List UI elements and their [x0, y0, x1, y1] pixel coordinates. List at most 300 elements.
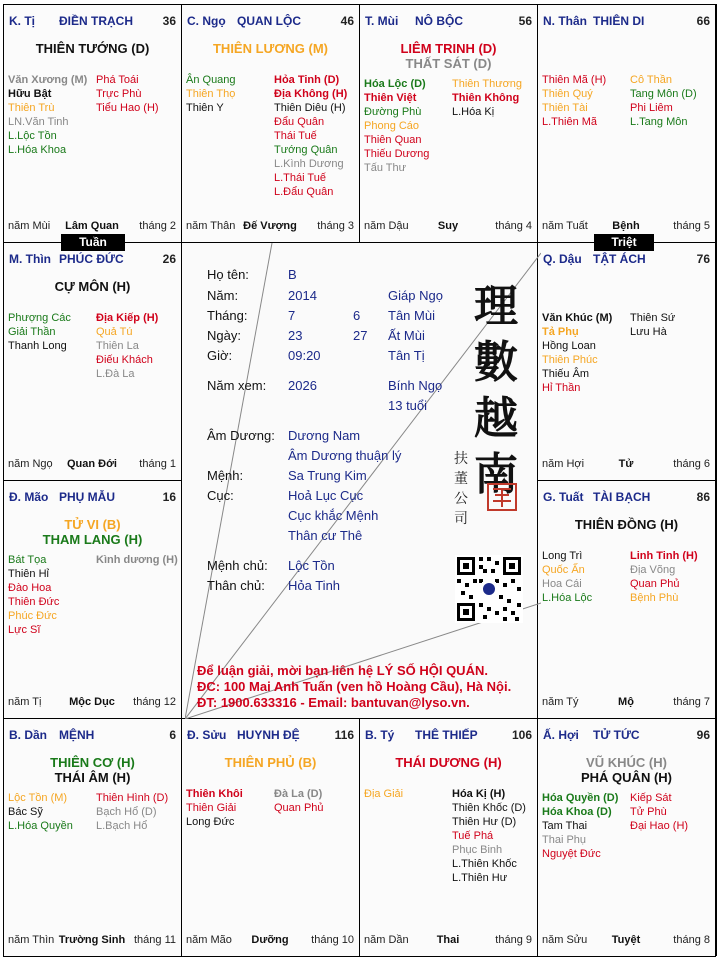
palace-cell-than[interactable]	[537, 4, 716, 243]
star-list-right	[630, 791, 688, 833]
star-list-right	[96, 791, 168, 833]
minor-star: L.Tang Môn	[630, 116, 688, 128]
minor-star: Tử Phù	[630, 806, 667, 818]
palace-footer	[542, 934, 710, 948]
palace-number: 36	[162, 14, 176, 28]
star-list-right	[274, 787, 324, 815]
palace-year: năm Dần	[364, 934, 409, 946]
star-list-left	[542, 791, 618, 861]
palace-number: 56	[518, 14, 532, 28]
main-star: TỬ VI (B)	[64, 517, 121, 532]
minor-star: Tả Phụ	[542, 326, 579, 338]
palace-header	[9, 490, 176, 504]
than-chu-label: Thân chủ:	[207, 578, 265, 593]
view-year-value: 2026	[288, 378, 317, 393]
palace-header	[543, 728, 710, 742]
star-list-right	[452, 787, 526, 885]
view-year-can-chi: Bính Ngọ	[388, 378, 443, 393]
palace-cell-ti[interactable]	[3, 4, 182, 243]
minor-star: Thiên La	[96, 340, 139, 352]
main-stars	[360, 755, 537, 770]
palace-cell-tuat[interactable]	[537, 480, 716, 719]
minor-star: Thiên Đức	[8, 596, 60, 608]
palace-header	[365, 14, 532, 28]
palace-footer	[542, 696, 710, 710]
palace-month: tháng 12	[133, 696, 176, 708]
minor-star: Hỉ Thần	[542, 382, 581, 394]
star-list-left	[364, 787, 403, 801]
minor-star: Thiên Quan	[364, 134, 422, 146]
hour-label: Giờ:	[207, 348, 233, 363]
star-list-right	[452, 77, 522, 119]
palace-year: năm Tị	[8, 696, 42, 708]
palace-month: tháng 10	[311, 934, 354, 946]
palace-branch: Q. Dậu	[543, 252, 582, 266]
day-solar: 27	[353, 328, 368, 343]
palace-number: 96	[696, 728, 710, 742]
menh-chu-label: Mệnh chủ:	[207, 558, 268, 573]
day-can-chi: Ất Mùi	[388, 328, 425, 343]
palace-year: năm Sửu	[542, 934, 588, 946]
minor-star: L.Hóa Lộc	[542, 592, 593, 604]
star-list-right	[630, 549, 698, 605]
palace-number: 26	[162, 252, 176, 266]
minor-star: Ân Quang	[186, 74, 236, 86]
minor-star: Trực Phù	[96, 88, 142, 100]
minor-star: Tam Thai	[542, 820, 588, 832]
star-list-right	[96, 553, 178, 567]
minor-star: Quan Phủ	[630, 578, 680, 590]
menh-chu-value: Lộc Tồn	[288, 558, 335, 573]
main-stars	[538, 517, 715, 532]
minor-star: Bác Sỹ	[8, 806, 43, 818]
day-label: Ngày:	[207, 328, 241, 343]
palace-month: tháng 3	[317, 220, 354, 232]
calligraphy	[471, 279, 521, 503]
contact-phone-email[interactable]: ĐT: 1900.633316 - Email: bantuvan@lyso.vn.	[197, 695, 470, 710]
minor-star: Thai Phụ	[542, 834, 587, 846]
palace-cell-suu[interactable]	[181, 718, 360, 957]
palace-year: năm Thân	[186, 220, 236, 232]
truong-sinh-stage: Dưỡng	[251, 934, 289, 946]
truong-sinh-stage: Thai	[436, 934, 460, 946]
seal-char: 公	[454, 491, 468, 507]
star-list-left	[186, 787, 243, 829]
minor-star: Địa Giải	[364, 788, 404, 800]
minor-star: L.Đà La	[96, 368, 135, 380]
palace-footer	[8, 220, 176, 234]
main-star: VŨ KHÚC (H)	[586, 755, 667, 770]
minor-star: Tuế Phá	[452, 830, 494, 842]
palace-header	[365, 728, 532, 742]
calligraphy-char: 越	[474, 393, 518, 444]
palace-cell-ngo[interactable]	[181, 4, 360, 243]
truong-sinh-stage: Trường Sinh	[58, 934, 126, 946]
star-list-right	[630, 73, 697, 129]
minor-star: Hoa Cái	[542, 578, 582, 590]
palace-name: THÊ THIẾP	[415, 728, 478, 742]
palace-year: năm Tuất	[542, 220, 588, 232]
minor-star: Lực Sĩ	[8, 624, 41, 636]
truong-sinh-stage: Bệnh	[612, 220, 640, 232]
main-star: LIÊM TRINH (D)	[400, 41, 497, 56]
main-star: CỰ MÔN (H)	[54, 279, 131, 294]
minor-star: L.Thiên Mã	[542, 116, 598, 128]
truong-sinh-stage: Tử	[618, 458, 634, 470]
month-label: Tháng:	[207, 308, 248, 323]
palace-branch: G. Tuất	[543, 490, 584, 504]
palace-month: tháng 6	[673, 458, 710, 470]
minor-star: Hóa Lộc (D)	[364, 78, 426, 90]
palace-name: THIÊN DI	[593, 14, 645, 28]
palace-header	[9, 14, 176, 28]
contact-address: ĐC: 100 Mai Anh Tuấn (ven hồ Hoàng Cầu), Hà Nội.	[197, 679, 512, 694]
minor-star: Thiên Diêu (H)	[274, 102, 346, 114]
minor-star: Kình dương (H)	[96, 554, 178, 566]
main-star: THIÊN TƯỚNG (D)	[35, 41, 150, 56]
palace-header	[543, 490, 710, 504]
palace-month: tháng 4	[495, 220, 532, 232]
palace-month: tháng 9	[495, 934, 532, 946]
star-list-left	[542, 73, 606, 129]
main-stars	[4, 755, 181, 785]
than-chu-value: Hỏa Tinh	[288, 578, 341, 593]
palace-branch: M. Thìn	[9, 252, 51, 266]
minor-star: L.Hóa Khoa	[8, 144, 67, 156]
truong-sinh-stage: Đế Vượng	[243, 220, 297, 232]
minor-star: Tướng Quân	[274, 144, 338, 156]
palace-number: 106	[511, 728, 532, 742]
tuan-tag: Tuần	[61, 234, 125, 251]
minor-star: Bệnh Phù	[630, 592, 679, 604]
triet-tag: Triệt	[594, 234, 654, 251]
minor-star: Thiên Khôi	[186, 788, 243, 800]
hour-value: 09:20	[288, 348, 321, 363]
minor-star: Phong Cáo	[364, 120, 420, 132]
minor-star: Linh Tinh (H)	[630, 550, 698, 562]
minor-star: Long Đức	[186, 816, 235, 828]
palace-branch: B. Dần	[9, 728, 48, 742]
palace-month: tháng 11	[133, 934, 176, 946]
am-duong-label: Âm Dương:	[207, 428, 275, 443]
calligraphy-char: 數	[474, 337, 518, 388]
minor-star: Phượng Các	[8, 312, 71, 324]
minor-star: Thiên Khốc (D)	[452, 802, 526, 814]
palace-branch: Ấ. Hợi	[543, 728, 579, 742]
am-duong-note: Âm Dương thuận lý	[288, 448, 402, 463]
minor-star: Văn Khúc (M)	[542, 312, 613, 324]
minor-star: Hóa Quyền (D)	[542, 792, 619, 804]
star-list-left	[364, 77, 429, 175]
minor-star: Đào Hoa	[8, 582, 52, 594]
palace-year: năm Hợi	[542, 458, 585, 470]
main-star: THẤT SÁT (D)	[405, 56, 492, 71]
main-star: THIÊN CƠ (H)	[50, 755, 135, 770]
name-value: B	[288, 267, 297, 282]
main-stars	[4, 279, 181, 294]
minor-star: Thiên Hình (D)	[96, 792, 169, 804]
cuc-label: Cục:	[207, 488, 234, 503]
view-year-label: Năm xem:	[207, 378, 267, 393]
palace-number: 76	[696, 252, 710, 266]
palace-footer	[186, 934, 354, 948]
palace-branch: C. Ngọ	[187, 14, 226, 28]
palace-header	[187, 728, 354, 742]
palace-name: PHỤ MẪU	[59, 490, 115, 504]
am-duong-value: Dương Nam	[288, 428, 361, 443]
main-stars	[360, 41, 537, 71]
palace-number: 16	[162, 490, 176, 504]
minor-star: Thiếu Âm	[542, 368, 590, 380]
truong-sinh-stage: Tuyệt	[611, 934, 641, 946]
palace-year: năm Mùi	[8, 220, 51, 232]
minor-star: Địa Võng	[630, 564, 676, 576]
minor-star: Nguyệt Đức	[542, 848, 601, 860]
year-label: Năm:	[207, 288, 239, 303]
palace-number: 66	[696, 14, 710, 28]
palace-header	[187, 14, 354, 28]
minor-star: Văn Xương (M)	[8, 74, 88, 86]
main-star: THIÊN ĐỒNG (H)	[574, 517, 679, 532]
day-lunar: 23	[288, 328, 303, 343]
minor-star: Phục Binh	[452, 844, 503, 856]
minor-star: Hóa Khoa (D)	[542, 806, 612, 818]
palace-month: tháng 7	[673, 696, 710, 708]
main-stars	[182, 755, 359, 770]
star-list-left	[542, 311, 612, 395]
month-can-chi: Tân Mùi	[388, 308, 435, 323]
minor-star: L.Đẩu Quân	[274, 186, 334, 198]
palace-footer	[186, 220, 354, 234]
red-seal-icon	[487, 483, 517, 511]
palace-number: 46	[340, 14, 354, 28]
calligraphy-char: 南	[474, 449, 518, 500]
name-label: Họ tên:	[207, 267, 249, 282]
palace-name: HUYNH ĐỆ	[237, 728, 300, 742]
palace-month: tháng 1	[139, 458, 176, 470]
palace-number: 86	[696, 490, 710, 504]
palace-year: năm Tý	[542, 696, 579, 708]
palace-cell-hoi[interactable]	[537, 718, 716, 957]
main-stars	[4, 517, 181, 547]
minor-star: Thiên Việt	[364, 92, 417, 104]
minor-star: Quả Tú	[96, 326, 133, 338]
palace-branch: K. Tị	[9, 14, 35, 28]
minor-star: Thiên Phúc	[542, 354, 598, 366]
palace-name: MỆNH	[59, 728, 95, 742]
minor-star: Bát Tọa	[8, 554, 47, 566]
palace-footer	[542, 220, 710, 234]
minor-star: Địa Kiếp (H)	[96, 312, 159, 324]
minor-star: Đà La (D)	[274, 788, 323, 800]
palace-name: TÀI BẠCH	[593, 490, 651, 504]
minor-star: Đường Phù	[364, 106, 422, 118]
minor-star: Thiên Thọ	[186, 88, 236, 100]
hour-can-chi: Tân Tị	[388, 348, 425, 363]
center-info-panel	[185, 243, 541, 719]
palace-name: TỬ TỨC	[593, 728, 640, 742]
minor-star: Thiên Hỉ	[8, 568, 49, 580]
palace-cell-thin[interactable]	[3, 242, 182, 481]
minor-star: Địa Không (H)	[274, 88, 348, 100]
cuc-relation: Cục khắc Mệnh	[288, 508, 379, 523]
minor-star: Long Trì	[542, 550, 583, 562]
minor-star: Thiếu Dương	[364, 148, 430, 160]
minor-star: Thiên Tài	[542, 102, 588, 114]
truong-sinh-stage: Suy	[437, 220, 459, 232]
palace-name: QUAN LỘC	[237, 14, 301, 28]
palace-footer	[8, 458, 176, 472]
palace-year: năm Ngọ	[8, 458, 53, 470]
minor-star: Kiếp Sát	[630, 792, 672, 804]
minor-star: L.Hóa Quyền	[8, 820, 73, 832]
palace-name: NÔ BỘC	[415, 14, 463, 28]
truong-sinh-stage: Quan Đới	[67, 458, 117, 470]
palace-name: ĐIỀN TRẠCH	[59, 14, 133, 28]
star-list-left	[8, 553, 59, 637]
minor-star: Đẩu Quân	[274, 116, 325, 128]
minor-star: Thiên Thương	[452, 78, 523, 90]
main-star: THÁI DƯƠNG (H)	[395, 755, 502, 770]
palace-year: năm Thìn	[8, 934, 55, 946]
star-list-right	[630, 311, 675, 339]
minor-star: Thiên Trù	[8, 102, 55, 114]
minor-star: Tang Môn (D)	[630, 88, 697, 100]
minor-star: Quan Phủ	[274, 802, 324, 814]
minor-star: L.Lộc Tồn	[8, 130, 57, 142]
minor-star: Thái Tuế	[274, 130, 317, 142]
qr-code-icon[interactable]	[455, 555, 523, 623]
minor-star: Quốc Ấn	[542, 564, 585, 576]
minor-star: Giải Thần	[8, 326, 56, 338]
main-star: THIÊN PHỦ (B)	[224, 755, 317, 770]
palace-branch: B. Tý	[365, 728, 395, 742]
minor-star: Tiểu Hao (H)	[96, 102, 159, 114]
month-lunar: 7	[288, 308, 296, 323]
minor-star: LN.Văn Tinh	[8, 116, 69, 128]
palace-footer	[8, 696, 176, 710]
truong-sinh-stage: Lâm Quan	[65, 220, 119, 232]
palace-year: năm Dậu	[364, 220, 409, 232]
palace-branch: N. Thân	[543, 14, 587, 28]
minor-star: L.Hóa Kị	[452, 106, 495, 118]
year-value: 2014	[288, 288, 317, 303]
palace-branch: Đ. Sửu	[187, 728, 227, 742]
contact-line-1: Để luận giải, mời bạn liên hệ LÝ SỐ HỘI QUÁN.	[197, 663, 488, 678]
minor-star: Bạch Hổ (D)	[96, 806, 157, 818]
palace-name: PHÚC ĐỨC	[59, 252, 124, 266]
palace-number: 6	[169, 728, 176, 742]
minor-star: L.Kình Dương	[274, 158, 344, 170]
calligraphy-char: 理	[474, 281, 518, 332]
palace-name: TẬT ÁCH	[593, 252, 646, 266]
palace-header	[9, 728, 176, 742]
palace-month: tháng 5	[673, 220, 710, 232]
star-list-right	[274, 73, 347, 199]
truong-sinh-stage: Mộc Dục	[69, 696, 115, 708]
minor-star: Thiên Mã (H)	[542, 74, 607, 86]
minor-star: L.Thái Tuế	[274, 172, 326, 184]
main-star: THAM LANG (H)	[42, 532, 143, 547]
menh-value: Sa Trung Kim	[288, 468, 367, 483]
minor-star: L.Bạch Hổ	[96, 820, 148, 832]
palace-cell-dan[interactable]	[3, 718, 182, 957]
minor-star: Phá Toái	[96, 74, 139, 86]
star-list-left	[542, 549, 592, 605]
palace-branch: T. Mùi	[365, 14, 399, 28]
palace-footer	[364, 220, 532, 234]
palace-header	[543, 252, 710, 266]
than-position: Thân cư Thê	[288, 528, 363, 543]
age-value: 13 tuổi	[388, 398, 428, 413]
seal-char: 董	[454, 471, 468, 487]
main-stars	[4, 41, 181, 56]
minor-star: Điếu Khách	[96, 354, 153, 366]
palace-year: năm Mão	[186, 934, 232, 946]
palace-month: tháng 8	[673, 934, 710, 946]
palace-cell-mao[interactable]	[3, 480, 182, 719]
star-list-left	[8, 73, 87, 157]
menh-label: Mệnh:	[207, 468, 244, 483]
palace-month: tháng 2	[139, 220, 176, 232]
minor-star: L.Thiên Khốc	[452, 858, 517, 870]
palace-cell-mui[interactable]	[359, 4, 538, 243]
palace-cell-dau[interactable]	[537, 242, 716, 481]
main-stars	[538, 755, 715, 785]
star-list-left	[186, 73, 236, 115]
main-stars	[182, 41, 359, 56]
palace-footer	[364, 934, 532, 948]
minor-star: Thiên Không	[452, 92, 520, 104]
seal-char: 扶	[454, 451, 468, 467]
seal-text	[451, 449, 471, 529]
palace-number: 116	[334, 728, 354, 742]
palace-footer	[542, 458, 710, 472]
seal-char: 司	[454, 511, 468, 527]
palace-cell-ty[interactable]	[359, 718, 538, 957]
month-solar: 6	[353, 308, 361, 323]
minor-star: Hồng Loan	[542, 340, 596, 352]
minor-star: Phúc Đức	[8, 610, 57, 622]
main-star: THÁI ÂM (H)	[54, 770, 131, 785]
minor-star: Thiên Giải	[186, 802, 237, 814]
minor-star: Đại Hao (H)	[630, 820, 689, 832]
minor-star: L.Thiên Hư	[452, 872, 508, 884]
main-star: THIÊN LƯƠNG (M)	[212, 41, 329, 56]
star-list-right	[96, 73, 159, 115]
main-star: PHÁ QUÂN (H)	[581, 770, 672, 785]
minor-star: Thanh Long	[8, 340, 67, 352]
minor-star: Hóa Kị (H)	[452, 788, 506, 800]
minor-star: Thiên Y	[186, 102, 224, 114]
palace-header	[9, 252, 176, 266]
minor-star: Lộc Tồn (M)	[8, 792, 68, 804]
minor-star: Thiên Sứ	[630, 312, 676, 324]
tu-vi-chart	[3, 4, 717, 956]
year-can-chi: Giáp Ngọ	[388, 288, 443, 303]
minor-star: Phi Liêm	[630, 102, 673, 114]
star-list-right	[96, 311, 158, 381]
minor-star: Hữu Bật	[8, 88, 52, 100]
star-list-left	[8, 791, 73, 833]
palace-footer	[8, 934, 176, 948]
minor-star: Thiên Hư (D)	[452, 816, 517, 828]
star-list-left	[8, 311, 71, 353]
palace-branch: Đ. Mão	[9, 490, 49, 504]
minor-star: Tấu Thư	[364, 162, 407, 174]
palace-header	[543, 14, 710, 28]
minor-star: Cô Thần	[630, 74, 672, 86]
